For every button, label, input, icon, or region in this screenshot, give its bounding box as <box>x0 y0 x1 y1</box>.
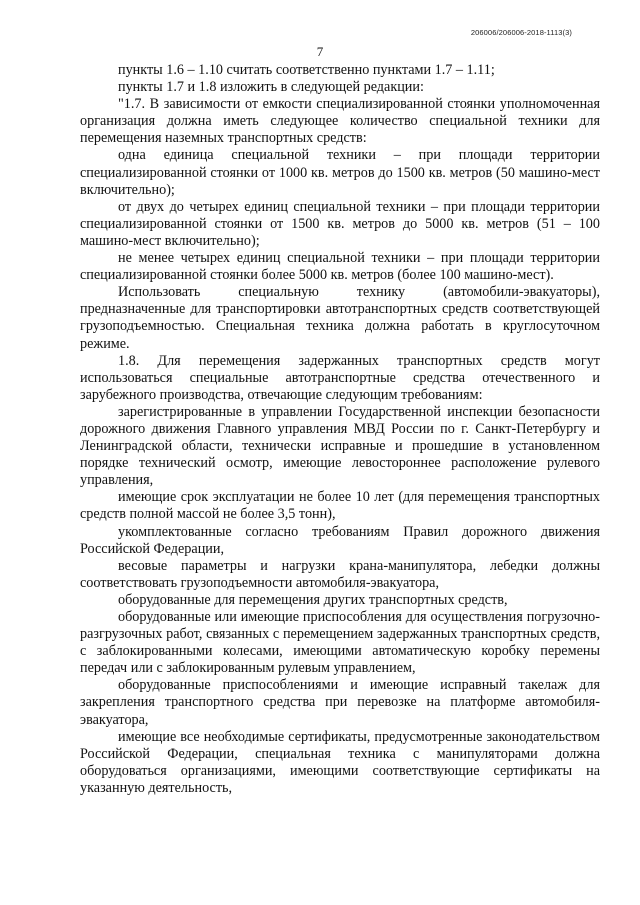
paragraph-1-8: 1.8. Для перемещения задержанных транспортных средств могут использоваться специальные автотранспортные средства отечественного и зарубежного производства, отвечающие следующим требованиям: <box>80 352 600 403</box>
paragraph-equipped-moving: оборудованные для перемещения других транспортных средств, <box>118 591 508 608</box>
paragraph-registered: зарегистрированные в управлении Государственной инспекции безопасности дорожного движения Главного управления МВД России по г. Санкт-Петербургу и Ленинградской области, технически исправные и прошедшие в установленном порядке технический осмотр, имеющие левостороннее расположение рулевого управления, <box>80 403 600 489</box>
paragraph-four-plus-units: не менее четырех единиц специальной техники – при площади территории специализированной стоянки более 5000 кв. метров (более 100 машино-мест). <box>80 250 600 284</box>
page-number: 7 <box>316 44 324 59</box>
paragraph-use-tow-trucks: Использовать специальную технику (автомобили-эвакуаторы), предназначенные для транспортировки автотранспортных средств соответствующей грузоподъемностью. Специальная техника должна работать в круглосуточном режиме. <box>80 284 600 352</box>
paragraph-1-7: "1.7. В зависимости от емкости специализированной стоянки уполномоченная организация должна иметь следующее количество специальной техники для перемещения наземных транспортных средств: <box>80 96 600 147</box>
document-body <box>80 62 600 797</box>
paragraph-loading-devices: оборудованные или имеющие приспособления для осуществления погрузочно-разгрузочных работ, связанных с перемещением задержанных транспортных средств, с заблокированными колесами, имеющими автоматическую коробку перемены передач или с заблокированным рулевым управлением, <box>80 609 600 677</box>
document-id: 206006/206006-2018-1113(3) <box>470 28 572 37</box>
paragraph-equipped-rules: укомплектованные согласно требованиям Правил дорожного движения Российской Федерации, <box>80 523 600 557</box>
paragraph-renumber: пункты 1.6 – 1.10 считать соответственно пунктами 1.7 – 1.11; <box>118 62 495 78</box>
paragraph-certificates: имеющие все необходимые сертификаты, предусмотренные законодательством Российской Федерации, специальная техника с манипуляторами должна оборудоваться организациями, имеющими соответствующие сертификаты на указанную деятельность, <box>80 728 600 796</box>
paragraph-service-life: имеющие срок эксплуатации не более 10 лет (для перемещения транспортных средств полной массой не более 3,5 тонн), <box>80 489 600 523</box>
paragraph-restate: пункты 1.7 и 1.8 изложить в следующей редакции: <box>118 79 424 96</box>
paragraph-two-to-four-units: от двух до четырех единиц специальной техники – при площади территории специализированной стоянки от 1500 кв. метров до 5000 кв. метров (51 – 100 машино-мест включительно); <box>80 198 600 249</box>
paragraph-one-unit: одна единица специальной техники – при площади территории специализированной стоянки от 1000 кв. метров до 1500 кв. метров (50 машино-мест включительно); <box>80 147 600 198</box>
paragraph-weight-params: весовые параметры и нагрузки крана-манипулятора, лебедки должны соответствовать грузоподъемности автомобиля-эвакуатора, <box>80 557 600 591</box>
paragraph-rigging: оборудованные приспособлениями и имеющие исправный такелаж для закрепления транспортного средства при перевозке на платформе автомобиля-эвакуатора, <box>80 677 600 728</box>
